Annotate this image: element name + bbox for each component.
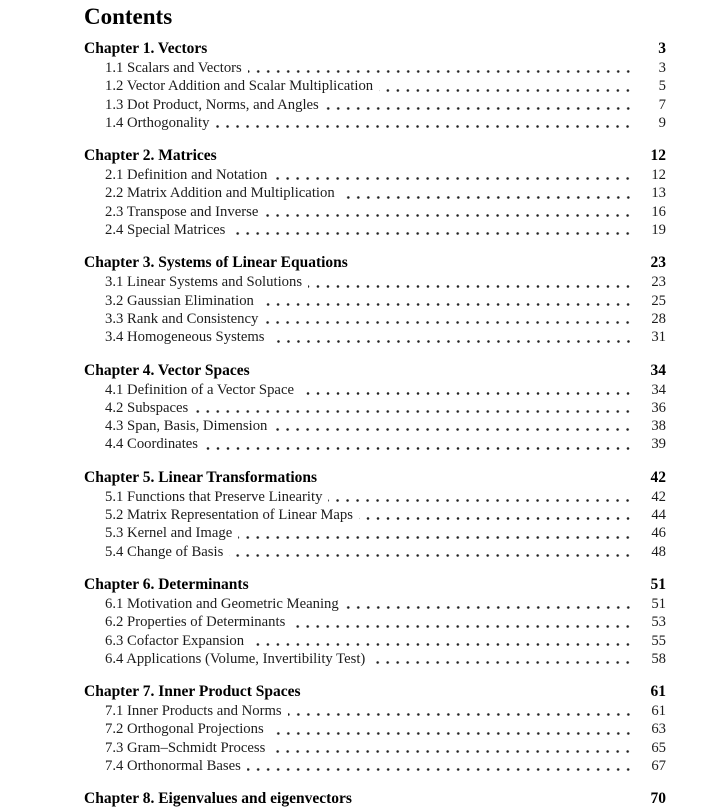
section-row bbox=[84, 417, 666, 435]
chapter-block bbox=[84, 146, 666, 239]
section-row bbox=[84, 310, 666, 328]
leader-space bbox=[358, 789, 635, 809]
dot-leader bbox=[194, 399, 635, 417]
section-title: 2.3 Transpose and Inverse bbox=[105, 203, 259, 220]
section-title: 1.1 Scalars and Vectors bbox=[105, 60, 242, 76]
section-row bbox=[84, 632, 666, 650]
leader-space bbox=[256, 361, 635, 381]
section-page-number: 42 bbox=[651, 488, 666, 505]
section-row bbox=[84, 757, 666, 775]
section-page-number: 7 bbox=[658, 96, 666, 113]
section-row bbox=[84, 506, 666, 524]
dot-leader bbox=[345, 595, 635, 613]
chapter-page-number: 61 bbox=[650, 683, 666, 701]
dot-leader bbox=[248, 59, 635, 77]
chapter-row bbox=[84, 468, 666, 488]
section-title: 6.1 Motivation and Geometric Meaning bbox=[105, 595, 339, 612]
dot-leader bbox=[231, 221, 635, 239]
chapter-row bbox=[84, 682, 666, 702]
section-title: 5.3 Kernel and Image bbox=[105, 525, 233, 542]
leader-space bbox=[307, 682, 635, 702]
section-row bbox=[84, 488, 666, 506]
dot-leader bbox=[341, 184, 635, 202]
section-title: 2.4 Special Matrices bbox=[105, 222, 226, 239]
dot-leader bbox=[328, 488, 635, 506]
chapter-row bbox=[84, 253, 666, 273]
section-title: 6.3 Cofactor Expansion bbox=[105, 632, 245, 649]
dot-leader bbox=[271, 739, 635, 757]
section-title: 5.2 Matrix Representation of Linear Maps bbox=[105, 507, 353, 524]
leader-space bbox=[323, 468, 635, 488]
section-title: 4.4 Coordinates bbox=[105, 436, 199, 453]
chapter-title: Chapter 6. Determinants bbox=[84, 575, 249, 593]
section-title: 6.2 Properties of Determinants bbox=[105, 614, 286, 631]
chapter-block bbox=[84, 361, 666, 454]
leader-space bbox=[223, 146, 635, 166]
dot-leader bbox=[215, 114, 635, 132]
section-title: 5.4 Change of Basis bbox=[105, 543, 224, 560]
section-row bbox=[84, 221, 666, 239]
section-row bbox=[84, 59, 666, 77]
section-row bbox=[84, 273, 666, 291]
dot-leader bbox=[260, 292, 635, 310]
dot-leader bbox=[204, 435, 635, 453]
chapter-title: Chapter 4. Vector Spaces bbox=[84, 361, 250, 379]
dot-leader bbox=[247, 757, 635, 775]
section-page-number: 46 bbox=[651, 525, 666, 542]
section-row bbox=[84, 399, 666, 417]
chapter-title: Chapter 5. Linear Transformations bbox=[84, 468, 318, 486]
section-row bbox=[84, 524, 666, 542]
section-title: 1.3 Dot Product, Norms, and Angles bbox=[105, 96, 319, 113]
section-title: 3.4 Homogeneous Systems bbox=[105, 329, 265, 346]
chapter-row bbox=[84, 361, 666, 381]
chapter-row bbox=[84, 575, 666, 595]
section-row bbox=[84, 96, 666, 114]
section-title: 7.4 Orthonormal Bases bbox=[105, 758, 241, 775]
section-page-number: 65 bbox=[651, 739, 666, 756]
section-page-number: 16 bbox=[651, 203, 666, 220]
section-title: 4.3 Span, Basis, Dimension bbox=[105, 418, 268, 435]
section-title: 6.4 Applications (Volume, Invertibility Test) bbox=[105, 650, 366, 667]
chapter-row bbox=[84, 146, 666, 166]
section-row bbox=[84, 435, 666, 453]
dot-leader bbox=[250, 632, 635, 650]
section-title: 5.1 Functions that Preserve Linearity bbox=[105, 488, 323, 505]
section-page-number: 5 bbox=[658, 78, 666, 95]
table-of-contents bbox=[84, 39, 666, 809]
chapter-block bbox=[84, 39, 666, 132]
section-title: 1.2 Vector Addition and Scalar Multiplication bbox=[105, 78, 374, 95]
chapter-title: Chapter 8. Eigenvalues and eigenvectors bbox=[84, 790, 352, 808]
section-page-number: 25 bbox=[651, 292, 666, 309]
chapter-title: Chapter 2. Matrices bbox=[84, 147, 217, 165]
section-row bbox=[84, 381, 666, 399]
section-page-number: 9 bbox=[658, 114, 666, 131]
chapter-title: Chapter 7. Inner Product Spaces bbox=[84, 683, 301, 701]
section-row bbox=[84, 613, 666, 631]
section-row bbox=[84, 720, 666, 738]
section-page-number: 19 bbox=[651, 222, 666, 239]
section-row bbox=[84, 739, 666, 757]
chapter-page-number: 51 bbox=[650, 575, 666, 593]
chapter-page-number: 23 bbox=[650, 254, 666, 272]
dot-leader bbox=[300, 381, 635, 399]
dot-leader bbox=[264, 310, 635, 328]
section-title: 1.4 Orthogonality bbox=[105, 114, 210, 131]
section-title: 3.2 Gaussian Elimination bbox=[105, 292, 254, 309]
section-title: 3.1 Linear Systems and Solutions bbox=[105, 274, 303, 291]
section-row bbox=[84, 292, 666, 310]
chapter-title: Chapter 1. Vectors bbox=[84, 40, 208, 57]
section-page-number: 36 bbox=[651, 399, 666, 416]
section-title: 7.1 Inner Products and Norms bbox=[105, 703, 282, 720]
chapter-block bbox=[84, 789, 666, 809]
section-page-number: 51 bbox=[651, 595, 666, 612]
chapter-page-number: 34 bbox=[650, 361, 666, 379]
section-page-number: 3 bbox=[658, 60, 666, 76]
section-title: 7.3 Gram–Schmidt Process bbox=[105, 739, 266, 756]
section-title: 4.2 Subspaces bbox=[105, 399, 189, 416]
chapter-block bbox=[84, 575, 666, 668]
section-title: 7.2 Orthogonal Projections bbox=[105, 721, 264, 738]
chapter-page-number: 70 bbox=[650, 790, 666, 808]
section-row bbox=[84, 77, 666, 95]
section-page-number: 61 bbox=[651, 703, 666, 720]
dot-leader bbox=[371, 650, 635, 668]
section-page-number: 28 bbox=[651, 310, 666, 327]
section-row bbox=[84, 184, 666, 202]
section-title: 4.1 Definition of a Vector Space bbox=[105, 381, 294, 398]
dot-leader bbox=[273, 417, 635, 435]
section-page-number: 44 bbox=[651, 507, 666, 524]
dot-leader bbox=[291, 613, 635, 631]
section-page-number: 67 bbox=[651, 758, 666, 775]
dot-leader bbox=[273, 166, 635, 184]
section-page-number: 23 bbox=[651, 274, 666, 291]
section-title: 2.1 Definition and Notation bbox=[105, 167, 268, 184]
dot-leader bbox=[229, 543, 635, 561]
chapter-page-number: 42 bbox=[650, 468, 666, 486]
section-title: 3.3 Rank and Consistency bbox=[105, 310, 259, 327]
chapter-page-number: 3 bbox=[658, 40, 666, 57]
chapter-row bbox=[84, 789, 666, 809]
section-row bbox=[84, 650, 666, 668]
dot-leader bbox=[264, 203, 635, 221]
section-page-number: 48 bbox=[651, 543, 666, 560]
dot-leader bbox=[238, 524, 635, 542]
section-row bbox=[84, 114, 666, 132]
section-page-number: 31 bbox=[651, 329, 666, 346]
section-page-number: 34 bbox=[651, 381, 666, 398]
section-row bbox=[84, 328, 666, 346]
leader-space bbox=[255, 575, 635, 595]
section-row bbox=[84, 595, 666, 613]
section-page-number: 38 bbox=[651, 418, 666, 435]
dot-leader bbox=[308, 273, 635, 291]
section-page-number: 55 bbox=[651, 632, 666, 649]
section-page-number: 63 bbox=[651, 721, 666, 738]
section-row bbox=[84, 702, 666, 720]
chapter-page-number: 12 bbox=[650, 147, 666, 165]
section-page-number: 53 bbox=[651, 614, 666, 631]
chapter-block bbox=[84, 468, 666, 561]
section-row bbox=[84, 203, 666, 221]
dot-leader bbox=[359, 506, 635, 524]
dot-leader bbox=[325, 96, 635, 114]
section-page-number: 39 bbox=[651, 436, 666, 453]
chapter-block bbox=[84, 682, 666, 775]
section-page-number: 58 bbox=[651, 650, 666, 667]
section-title: 2.2 Matrix Addition and Multiplication bbox=[105, 185, 335, 202]
dot-leader bbox=[270, 720, 635, 738]
chapter-row bbox=[84, 39, 666, 59]
dot-leader bbox=[288, 702, 635, 720]
chapter-block bbox=[84, 253, 666, 346]
section-page-number: 13 bbox=[651, 185, 666, 202]
leader-space bbox=[354, 253, 635, 273]
section-row bbox=[84, 543, 666, 561]
leader-space bbox=[213, 39, 635, 59]
chapter-title: Chapter 3. Systems of Linear Equations bbox=[84, 254, 348, 272]
page-title: Contents bbox=[84, 4, 173, 29]
section-page-number: 12 bbox=[651, 167, 666, 184]
dot-leader bbox=[379, 77, 635, 95]
dot-leader bbox=[271, 328, 635, 346]
section-row bbox=[84, 166, 666, 184]
